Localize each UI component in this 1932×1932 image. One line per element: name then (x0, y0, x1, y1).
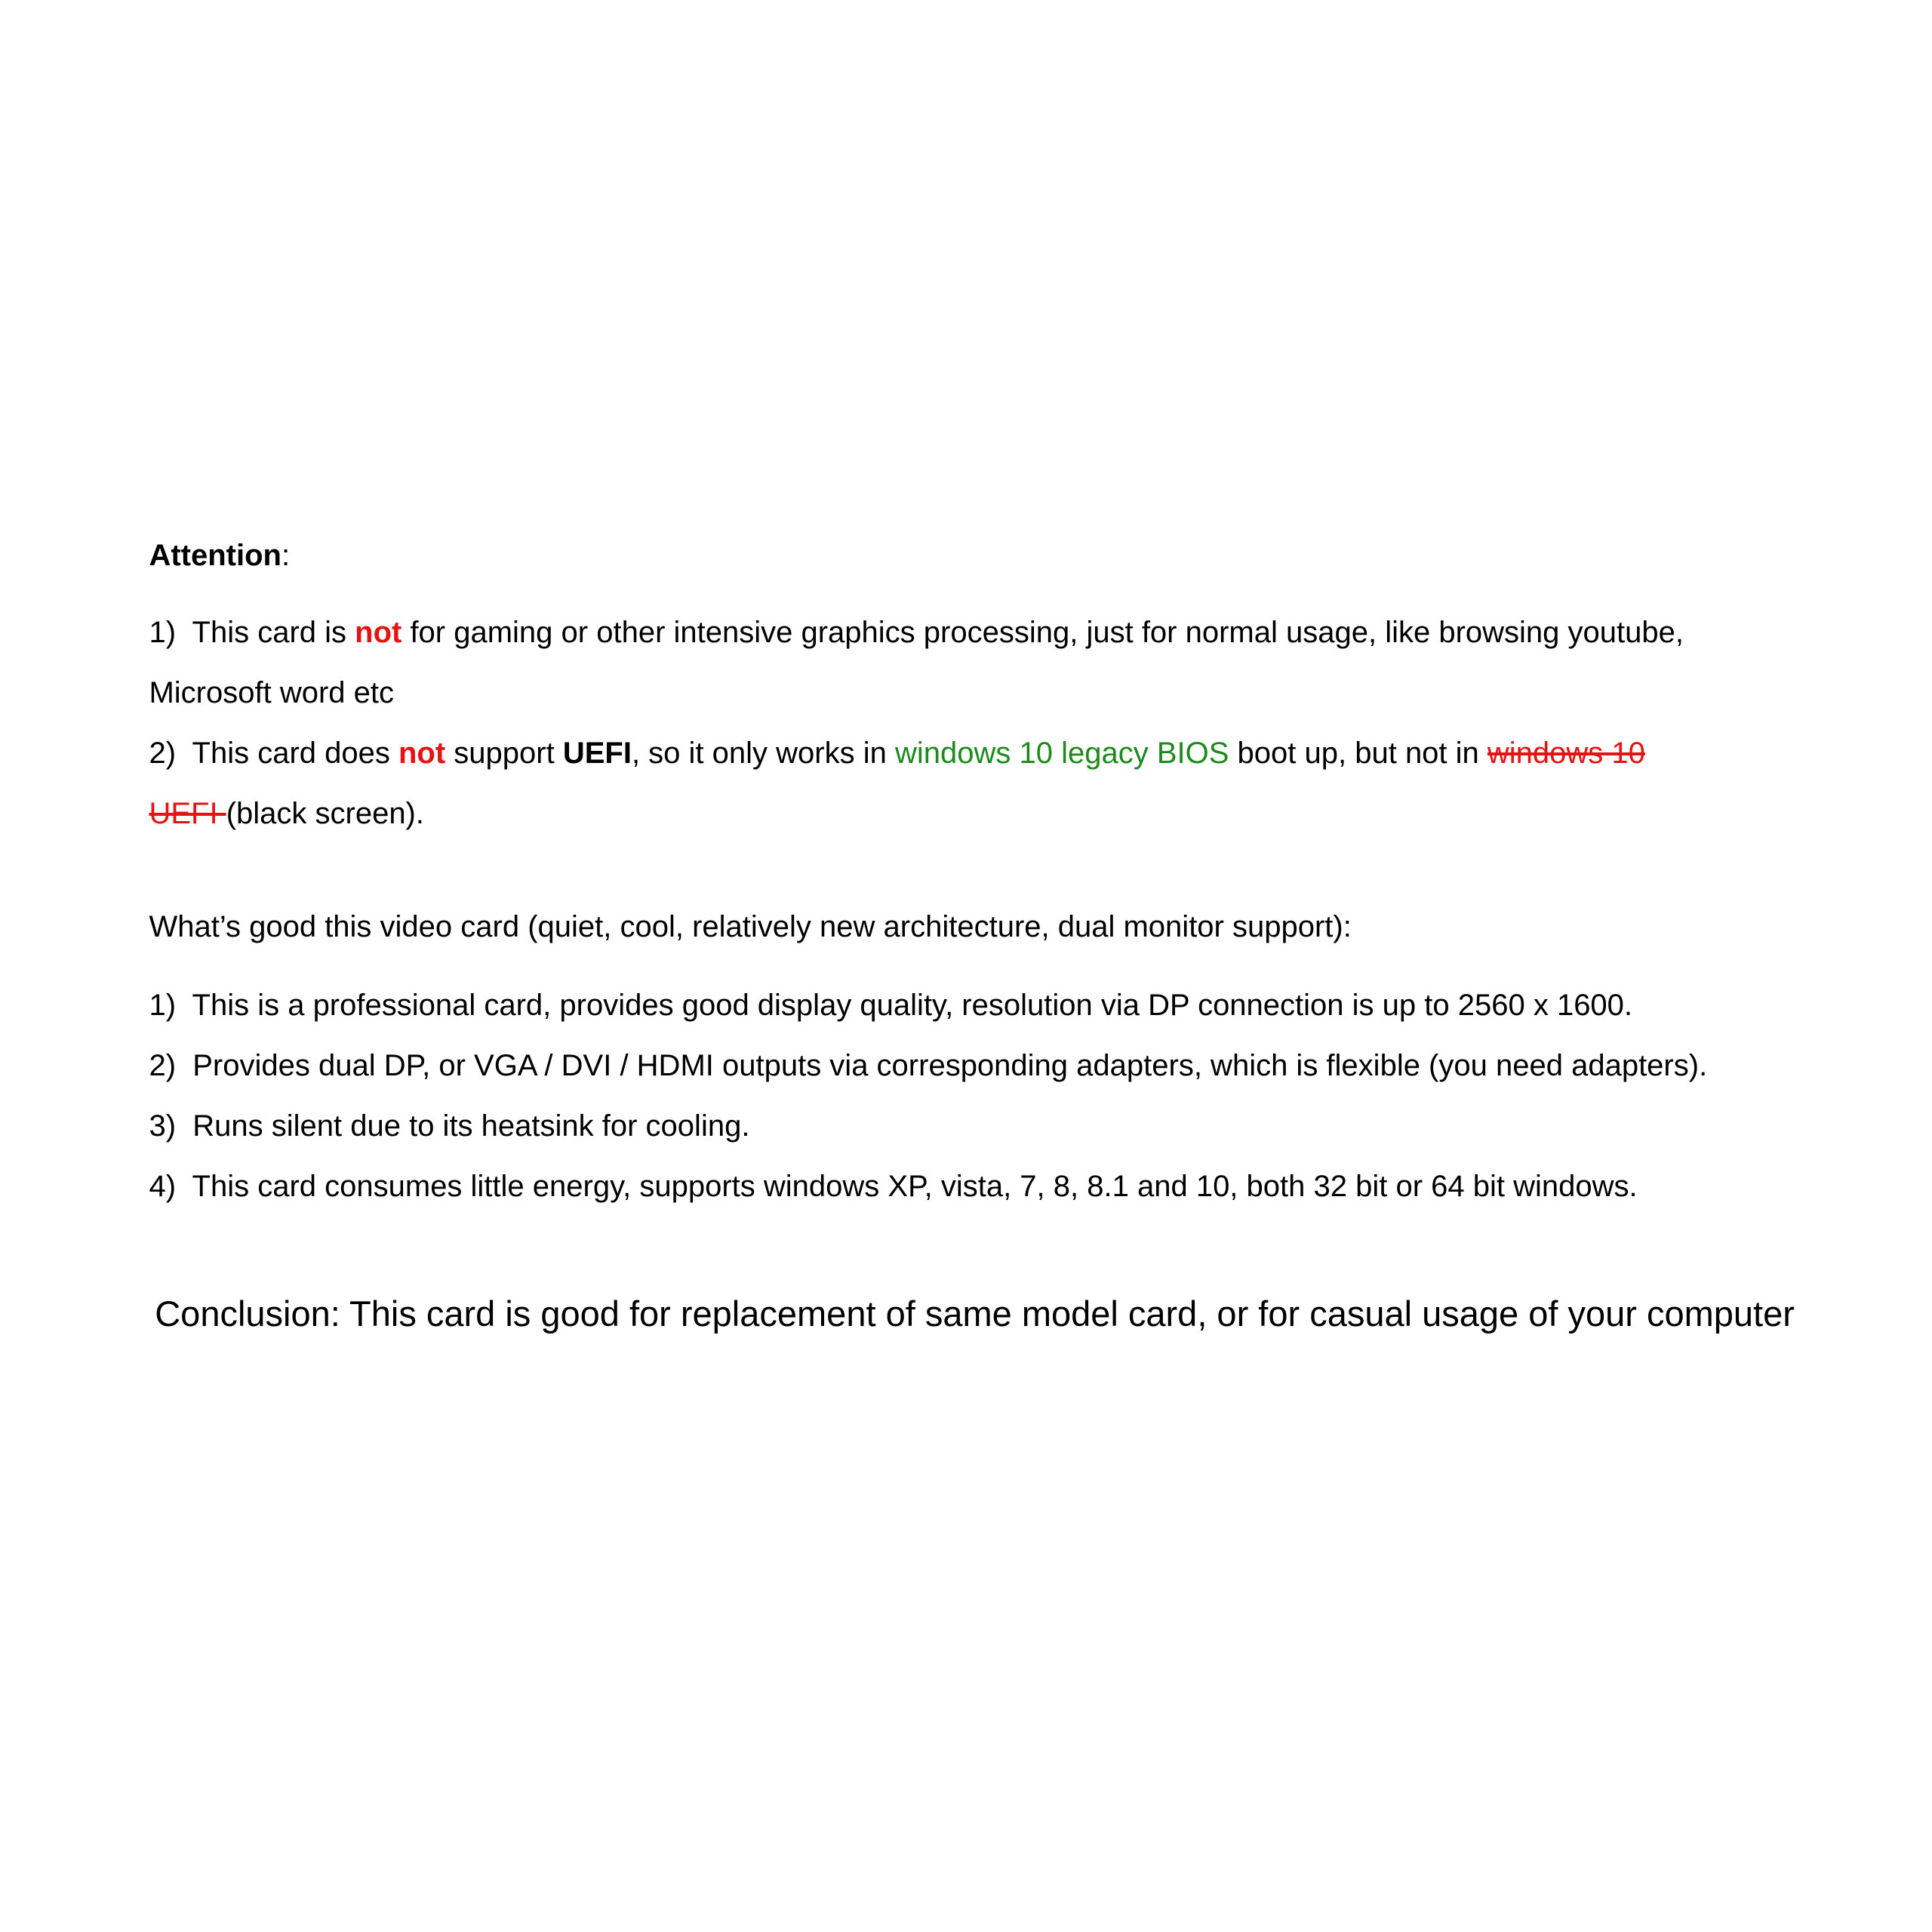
text-run: for gaming or other intensive graphics processing, just for normal usage, like browsing youtube, (401, 616, 1684, 649)
not-emphasis: not (398, 737, 446, 770)
text-run: What’s good this video card (quiet, cool, relatively new architecture, dual monitor support): (149, 910, 1352, 943)
uefi-emphasis: UEFI (562, 737, 632, 770)
text-run: Microsoft word etc (149, 676, 394, 709)
legacy-bios-highlight: windows 10 legacy BIOS (894, 737, 1229, 770)
uefi-strikethrough: UEFI (149, 797, 226, 830)
text-run: support (445, 737, 563, 770)
text-run: 3) Runs silent due to its heatsink for cooling. (149, 1109, 750, 1143)
attention-item-2-line-2 (115, 768, 424, 859)
not-emphasis: not (355, 616, 402, 649)
attention-heading-colon: : (281, 539, 291, 572)
conclusion-line (115, 1260, 1795, 1367)
text-run: 1) This card is (149, 616, 355, 649)
text-run: (black screen). (226, 797, 424, 830)
text-run: 1) This is a professional card, provides good display quality, resolution via DP connection is up to 2560 x 1600. (149, 989, 1633, 1022)
attention-heading-word: Attention (149, 539, 281, 572)
text-run: boot up, but not in (1229, 737, 1487, 770)
text-run: 4) This card consumes little energy, supports windows XP, vista, 7, 8, 8.1 and 10, both 32 bit or 64 bit windows. (149, 1170, 1638, 1203)
text-run: 2) This card does (149, 737, 398, 770)
good-section-heading (115, 881, 1352, 972)
text-run: 2) Provides dual DP, or VGA / DVI / HDMI outputs via corresponding adapters, which is flexible (you need adapters). (149, 1049, 1708, 1082)
text-run: , so it only works in (631, 737, 895, 770)
windows10-strikethrough: windows 10 (1487, 737, 1645, 770)
text-run: Conclusion: This card is good for replacement of same model card, or for casual usage of your computer (155, 1294, 1795, 1334)
good-item-4 (115, 1141, 1638, 1232)
